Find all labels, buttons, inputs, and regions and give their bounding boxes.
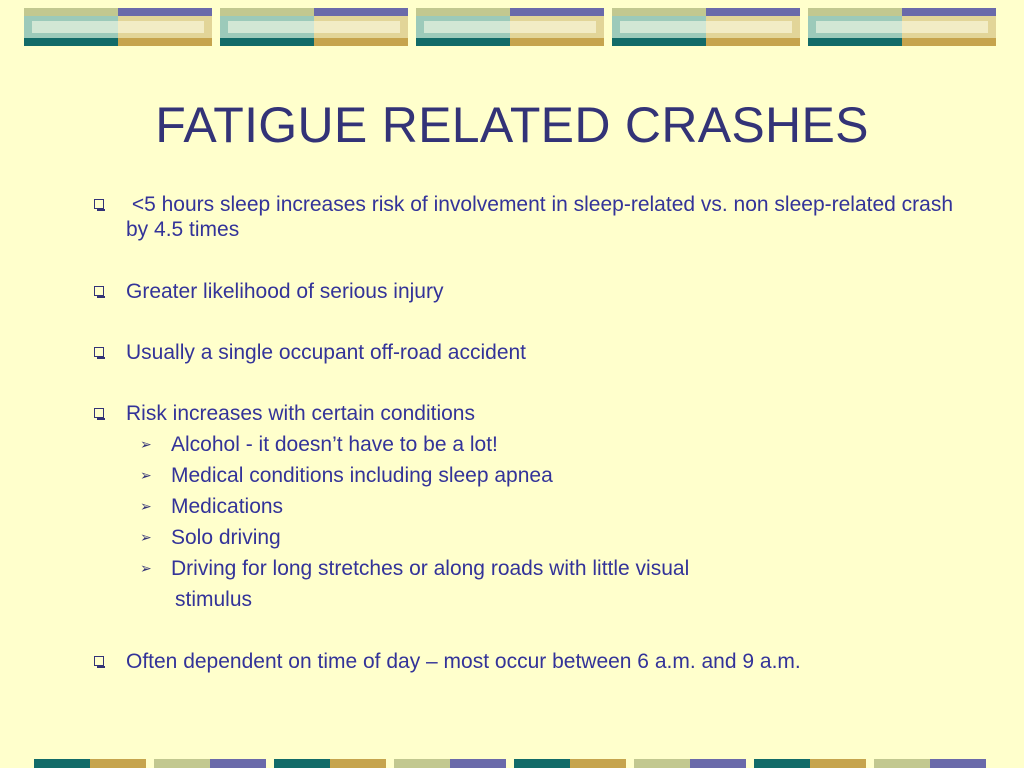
sub-bullet-text: Solo driving [171, 526, 281, 549]
sub-bullet-text: Medical conditions including sleep apnea [171, 464, 553, 487]
bullet-text: Greater likelihood of serious injury [126, 280, 444, 303]
decor-tile [416, 8, 604, 46]
decor-tile [24, 8, 212, 46]
bullet-item [90, 340, 970, 365]
bullet-text: Risk increases with certain conditions [126, 402, 475, 425]
decor-tile [612, 8, 800, 46]
sub-bullet-item [90, 463, 970, 488]
sub-bullet-continuation: stimulus [175, 588, 253, 611]
arrowhead-icon: ➢ [140, 560, 152, 576]
arrowhead-icon: ➢ [140, 498, 152, 514]
bullet-text: Usually a single occupant off-road accident [126, 341, 527, 364]
decor-tile [220, 8, 408, 46]
hollow-square-icon [94, 199, 104, 209]
sub-bullet-item [90, 432, 970, 457]
sub-bullet-item [90, 494, 970, 519]
hollow-square-icon [94, 347, 104, 357]
bullet-item [90, 649, 970, 674]
sub-bullet-text: Medications [171, 495, 284, 518]
bullet-list [90, 192, 970, 674]
hollow-square-icon [94, 656, 104, 666]
arrowhead-icon: ➢ [140, 467, 152, 483]
hollow-square-icon [94, 408, 104, 418]
arrowhead-icon: ➢ [140, 436, 152, 452]
slide-title: FATIGUE RELATED CRASHES [155, 97, 869, 153]
hollow-square-icon [94, 286, 104, 296]
sub-bullet-item [90, 525, 970, 550]
sub-bullet-text: Alcohol - it doesn’t have to be a lot! [171, 433, 498, 456]
bullet-text: <5 hours sleep increases risk of involvement in sleep-related vs. non sleep-related crash by 4.5 times [126, 193, 959, 241]
bottom-decorative-band [34, 759, 994, 768]
bullet-text: Often dependent on time of day – most occur between 6 a.m. and 9 a.m. [126, 650, 801, 673]
bullet-item [90, 401, 970, 426]
bullet-item [90, 279, 970, 304]
arrowhead-icon: ➢ [140, 529, 152, 545]
sub-bullet-text: Driving for long stretches or along roads with little visual [171, 557, 690, 580]
decor-tile [808, 8, 996, 46]
sub-bullet-item [90, 556, 970, 581]
top-decorative-band [24, 8, 1000, 46]
bullet-item [90, 192, 970, 242]
